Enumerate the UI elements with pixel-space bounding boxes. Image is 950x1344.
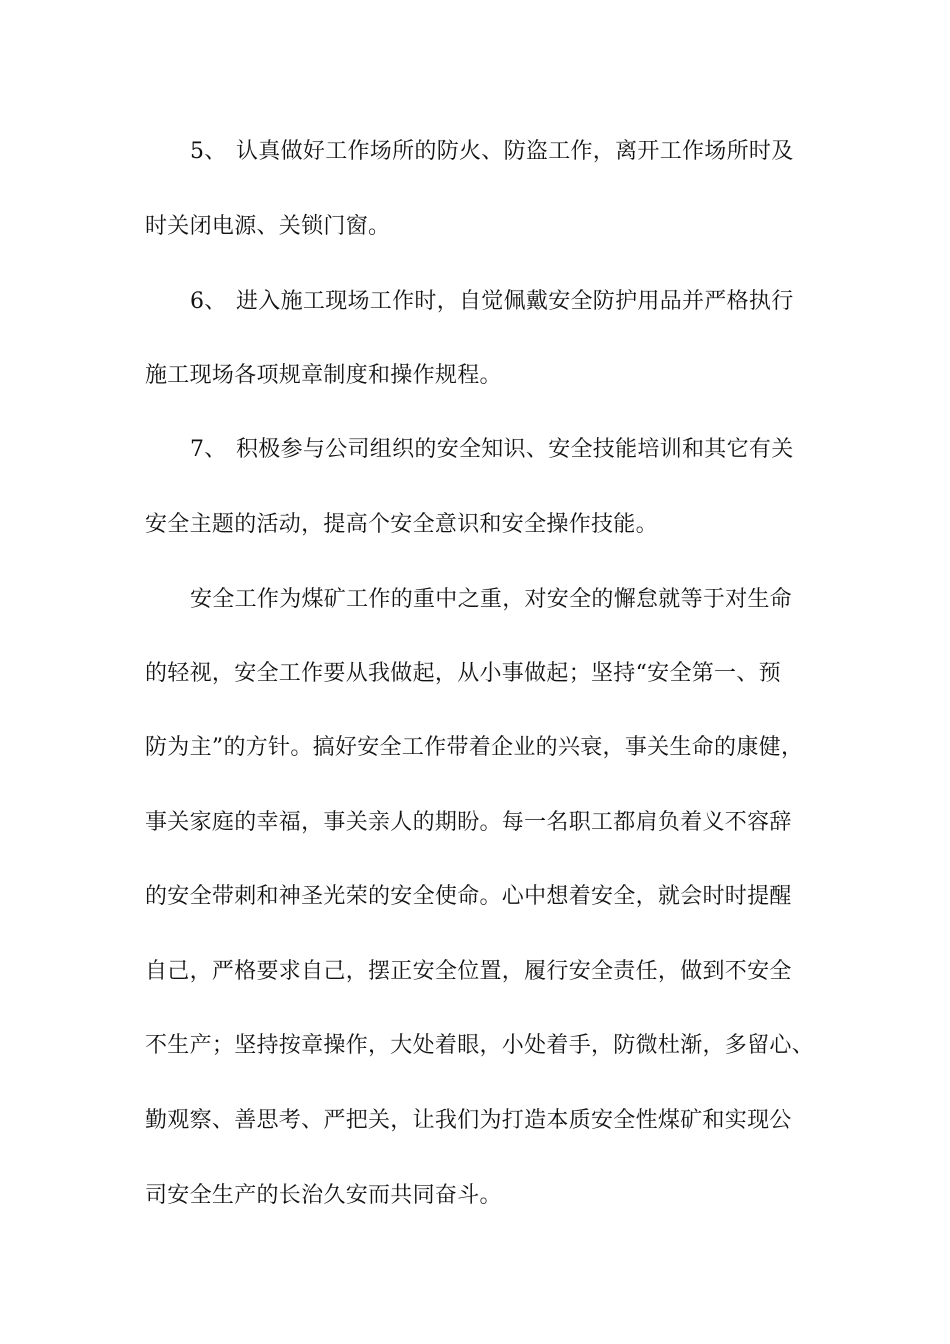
closing-paragraph-line: 的安全带刺和神圣光荣的安全使命。心中想着安全，就会时时提醒 (145, 884, 792, 909)
closing-paragraph-line: 自己，严格要求自己，摆正安全位置，履行安全责任，做到不安全 (145, 959, 792, 984)
list-text: 积极参与公司组织的安全知识、安全技能培训和其它有关 (236, 437, 794, 462)
list-text: 认真做好工作场所的防火、防盗工作，离开工作场所时及 (236, 139, 794, 164)
list-number: 5、 (190, 139, 227, 164)
list-item-6-line-2: 施工现场各项规章制度和操作规程。 (145, 363, 502, 388)
closing-paragraph-line: 事关家庭的幸福，事关亲人的期盼。每一名职工都肩负着义不容辞 (145, 810, 792, 835)
closing-paragraph-line: 勤观察、善思考、严把关，让我们为打造本质安全性煤矿和实现公 (145, 1108, 792, 1133)
list-number: 7、 (190, 437, 227, 462)
list-item-7-line-2: 安全主题的活动，提高个安全意识和安全操作技能。 (145, 512, 658, 537)
list-item-5-line-1 (190, 132, 810, 172)
list-item-6-line-1 (190, 282, 810, 322)
list-number: 6、 (190, 289, 227, 314)
closing-paragraph-line: 防为主”的方针。搞好安全工作带着企业的兴衰，事关生命的康健， (145, 735, 804, 760)
list-item-7-line-1 (190, 430, 810, 470)
closing-paragraph-line: 的轻视，安全工作要从我做起，从小事做起；坚持“安全第一、预 (145, 661, 781, 686)
closing-paragraph-line: 司安全生产的长治久安而共同奋斗。 (145, 1183, 502, 1208)
closing-paragraph-line: 安全工作为煤矿工作的重中之重，对安全的懈怠就等于对生命 (190, 587, 793, 612)
list-item-5-line-2: 时关闭电源、关锁门窗。 (145, 214, 391, 239)
list-text: 进入施工现场工作时，自觉佩戴安全防护用品并严格执行 (236, 289, 794, 314)
closing-paragraph-line: 不生产；坚持按章操作，大处着眼，小处着手，防微杜渐，多留心、 (145, 1033, 815, 1058)
